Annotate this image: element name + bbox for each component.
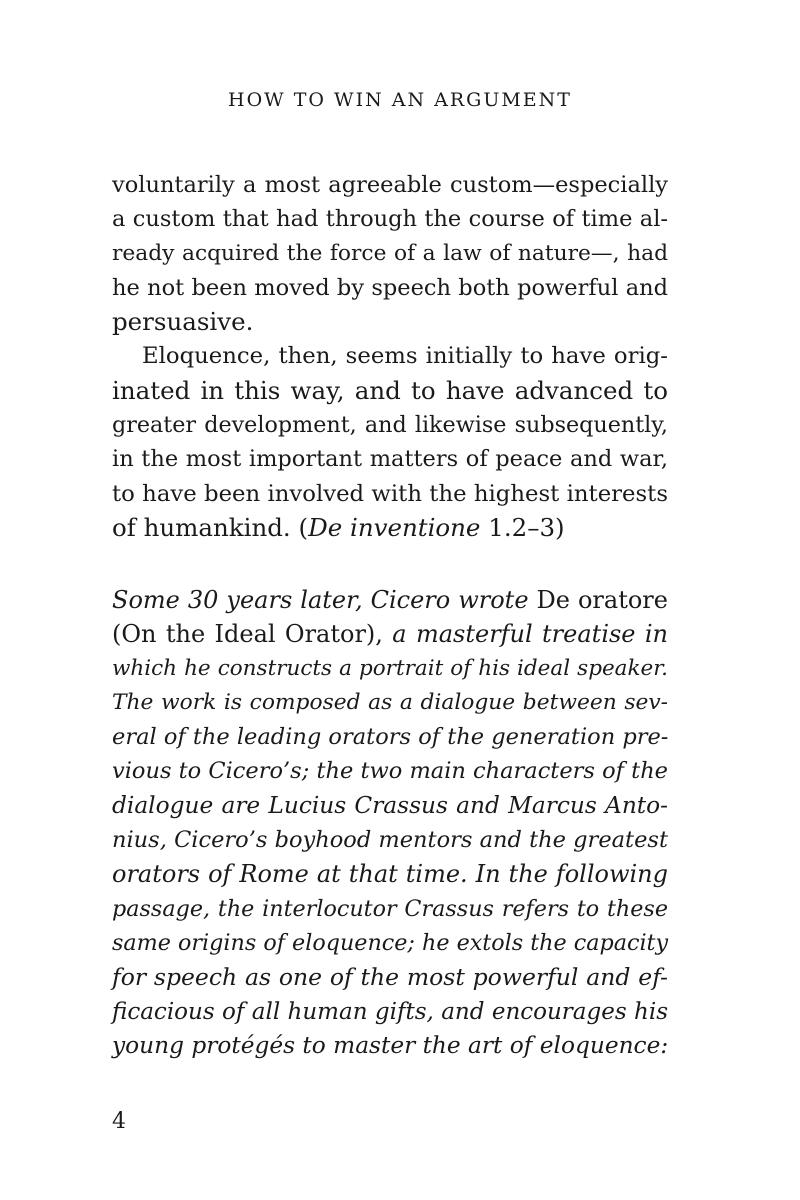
commentary-italic-lead: Some 30 years later, Cicero wrote	[112, 586, 537, 614]
text-line: he not been moved by speech both powerful and	[112, 274, 668, 301]
commentary-line: eral of the leading orators of the generation pre-	[112, 724, 669, 751]
editorial-commentary	[112, 583, 668, 1063]
text-line: a custom that had through the course of time al-	[112, 206, 668, 233]
work-title-translation: (On the Ideal Orator),	[112, 620, 393, 649]
work-title: De oratore	[536, 586, 668, 614]
commentary-line: for speech as one of the most powerful and ef-	[112, 963, 668, 992]
text-line: inated in this way, and to have advanced to	[112, 375, 668, 405]
commentary-line: orators of Rome at that time. In the following	[112, 860, 668, 889]
running-head: HOW TO WIN AN ARGUMENT	[228, 89, 572, 111]
commentary-line: The work is composed as a dialogue between sev-	[112, 689, 668, 715]
page-number: 4	[112, 1109, 126, 1134]
text-line: Eloquence, then, seems initially to have orig-	[142, 343, 668, 370]
commentary-line: vious to Cicero’s; the two main characters of the	[112, 758, 668, 785]
citation-lead: of humankind. (	[112, 512, 309, 542]
commentary-line: dialogue are Lucius Crassus and Marcus Anto-	[112, 791, 668, 819]
commentary-italic-text: a masterful treatise in	[392, 620, 669, 649]
text-line: greater development, and likewise subsequently,	[112, 412, 668, 439]
commentary-line: young protégés to master the art of eloquence:	[112, 1031, 669, 1059]
text-line: voluntarily a most agreeable custom—especially	[112, 172, 668, 198]
citation-line	[112, 511, 668, 545]
commentary-line: ficacious of all human gifts, and encourages his	[112, 998, 668, 1025]
commentary-line: same origins of eloquence; he extols the capacity	[112, 929, 669, 956]
commentary-line	[112, 583, 668, 617]
main-text	[112, 168, 668, 545]
commentary-line: nius, Cicero’s boyhood mentors and the greatest	[112, 827, 668, 854]
commentary-line	[112, 617, 668, 651]
text-line: ready acquired the force of a law of nature—, had	[112, 240, 668, 266]
citation-title: De inventione	[308, 512, 481, 542]
text-line: in the most important matters of peace and war,	[112, 446, 668, 473]
commentary-line: passage, the interlocutor Crassus refers to these	[112, 895, 668, 922]
text-line: to have been involved with the highest interests	[112, 480, 668, 507]
citation-reference: 1.2–3)	[480, 512, 565, 542]
commentary-line: which he constructs a portrait of his ideal speaker.	[112, 655, 668, 681]
text-line: persuasive.	[112, 307, 254, 337]
